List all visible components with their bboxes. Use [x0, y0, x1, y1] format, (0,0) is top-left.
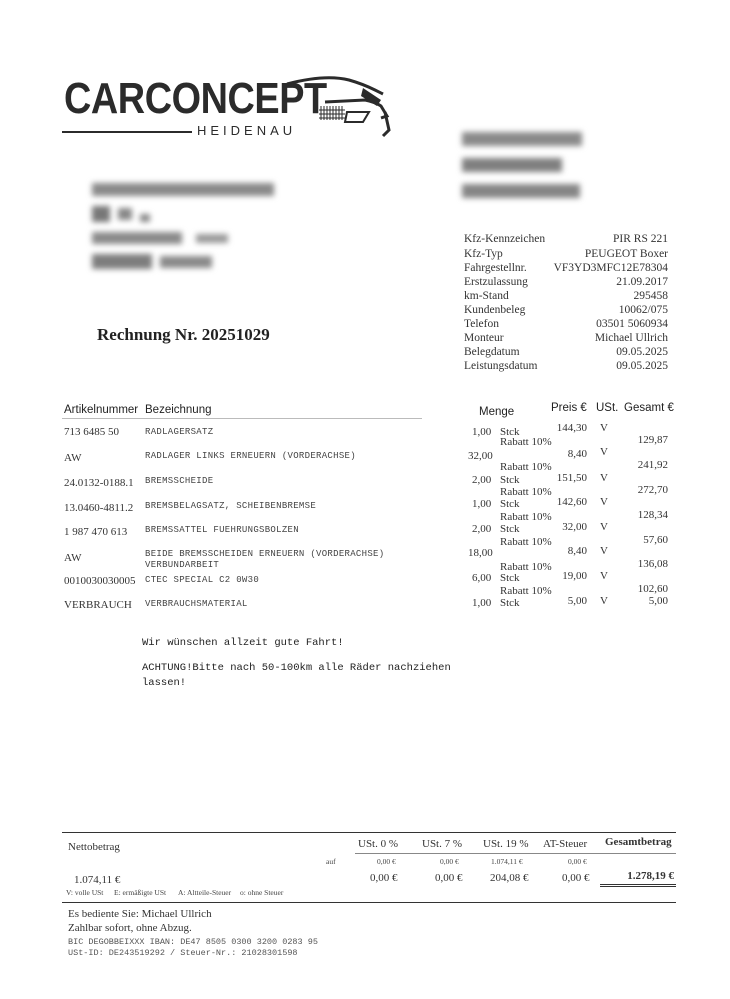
row-rabatt: Rabatt 10%	[500, 585, 552, 597]
row-gesamt: 5,00	[648, 595, 668, 607]
row-gesamt: 272,70	[637, 484, 668, 496]
row-artikel: VERBRAUCH	[64, 599, 132, 611]
netto-label: Nettobetrag	[68, 841, 120, 853]
row-rabatt: Rabatt 10%	[500, 511, 552, 523]
legend-ermaessigt: E: ermäßigte USt	[114, 888, 167, 897]
row-artikel: 1 987 470 613	[64, 526, 128, 538]
legend-altteile: A: Altteile-Steuer	[178, 888, 232, 897]
row-description: RADLAGER LINKS ERNEUERN (VORDERACHSE)	[145, 451, 356, 461]
at-steuer-header: AT-Steuer	[543, 838, 588, 850]
row-rabatt: Rabatt 10%	[500, 561, 552, 573]
row-description: CTEC SPECIAL C2 0W30	[145, 575, 260, 585]
tax-ust0: 0,00 €	[370, 872, 398, 884]
invoice-title: Rechnung Nr. 20251029	[97, 325, 270, 344]
car-logo-icon	[285, 72, 395, 142]
legend-volle: V: volle USt	[66, 888, 104, 897]
legend-ohne: o: ohne Steuer	[240, 888, 284, 897]
vehicle-label: Leistungsdatum	[464, 360, 538, 372]
vehicle-label: Belegdatum	[464, 346, 520, 358]
vehicle-value: 10062/075	[618, 304, 668, 316]
row-preis: 151,50	[556, 472, 587, 484]
row-ust: V	[600, 446, 608, 458]
row-description: BREMSSATTEL FUEHRUNGSBOLZEN	[145, 525, 299, 535]
row-description-2: VERBUNDARBEIT	[145, 560, 220, 570]
row-unit: Stck	[500, 474, 520, 486]
netto-value: 1.074,11 €	[74, 874, 121, 886]
row-unit: Stck	[500, 523, 520, 535]
row-ust: V	[600, 472, 608, 484]
row-artikel: 0010030030005	[64, 575, 136, 587]
vehicle-value: 03501 5060934	[596, 318, 668, 330]
vehicle-value: PIR RS 221	[613, 233, 668, 245]
row-menge: 32,00	[468, 450, 493, 462]
col-header-preis: Preis €	[551, 402, 587, 414]
auf-label: auf	[326, 857, 336, 866]
note-wish: Wir wünschen allzeit gute Fahrt!	[142, 637, 344, 649]
row-gesamt: 241,92	[637, 459, 668, 471]
row-ust: V	[600, 570, 608, 582]
vehicle-label: Kfz-Typ	[464, 248, 503, 260]
base-ust7: 0,00 €	[440, 857, 459, 866]
row-description: VERBRAUCHSMATERIAL	[145, 599, 248, 609]
row-ust: V	[600, 496, 608, 508]
base-at-steuer: 0,00 €	[568, 857, 587, 866]
row-description: BREMSBELAGSATZ, SCHEIBENBREMSE	[145, 501, 317, 511]
row-preis: 19,00	[562, 570, 587, 582]
company-logo-name: CARCONCEPT	[64, 74, 327, 123]
row-menge: 6,00	[472, 572, 492, 584]
logo-underline	[62, 131, 192, 133]
vehicle-label: km-Stand	[464, 290, 509, 302]
row-gesamt: 128,34	[637, 509, 668, 521]
row-artikel: 24.0132-0188.1	[64, 477, 134, 489]
row-menge: 2,00	[472, 474, 492, 486]
vehicle-value: 295458	[633, 290, 668, 302]
vehicle-label: Fahrgestellnr.	[464, 262, 527, 274]
vehicle-value: 21.09.2017	[616, 276, 668, 288]
row-description: RADLAGERSATZ	[145, 427, 214, 437]
row-unit: Stck	[500, 597, 520, 609]
row-preis: 142,60	[556, 496, 587, 508]
gesamtbetrag-header: Gesamtbetrag	[605, 836, 672, 848]
row-gesamt: 136,08	[637, 558, 668, 570]
served-by: Es bediente Sie: Michael Ullrich	[68, 908, 212, 920]
vehicle-value: VF3YD3MFC12E78304	[553, 262, 668, 274]
row-unit: Stck	[500, 498, 520, 510]
tax-at-steuer: 0,00 €	[562, 872, 590, 884]
row-menge: 18,00	[468, 547, 493, 559]
vehicle-value: PEUGEOT Boxer	[584, 248, 668, 260]
col-header-bezeichnung: Bezeichnung	[145, 404, 212, 416]
base-ust0: 0,00 €	[377, 857, 396, 866]
bank-details: BIC DEGOBBEIXXX IBAN: DE47 8505 0300 3200 0283 95	[68, 937, 318, 947]
note-warning: ACHTUNG!Bitte nach 50-100km alle Räder nachziehen	[142, 662, 451, 674]
col-header-artikel: Artikelnummer	[64, 404, 139, 416]
row-rabatt: Rabatt 10%	[500, 461, 552, 473]
row-ust: V	[600, 545, 608, 557]
ust7-header: USt. 7 %	[422, 838, 463, 850]
row-ust: V	[600, 422, 608, 434]
ust19-header: USt. 19 %	[483, 838, 529, 850]
row-ust: V	[600, 595, 608, 607]
row-unit: Stck	[500, 426, 520, 438]
gesamtbetrag-value: 1.278,19 €	[627, 870, 674, 882]
row-preis: 8,40	[567, 545, 587, 557]
row-menge: 1,00	[472, 597, 492, 609]
vehicle-label: Erstzulassung	[464, 276, 528, 288]
tax-ust7: 0,00 €	[435, 872, 463, 884]
row-preis: 5,00	[567, 595, 587, 607]
tax-ust19: 204,08 €	[490, 872, 529, 884]
vehicle-label: Kundenbeleg	[464, 304, 526, 316]
vehicle-value: 09.05.2025	[616, 346, 668, 358]
row-menge: 1,00	[472, 498, 492, 510]
row-artikel: AW	[64, 452, 82, 464]
payment-terms: Zahlbar sofort, ohne Abzug.	[68, 922, 192, 934]
row-ust: V	[600, 521, 608, 533]
row-preis: 8,40	[567, 448, 587, 460]
row-artikel: AW	[64, 552, 82, 564]
company-logo-subtitle: HEIDENAU	[197, 123, 297, 138]
row-artikel: 13.0460-4811.2	[64, 502, 134, 514]
row-menge: 2,00	[472, 523, 492, 535]
tax-ids: USt-ID: DE243519292 / Steuer-Nr.: 21028301598	[68, 948, 298, 958]
vehicle-value: Michael Ullrich	[594, 332, 668, 344]
col-header-menge: Menge	[479, 406, 515, 418]
base-ust19: 1.074,11 €	[491, 857, 523, 866]
row-menge: 1,00	[472, 426, 492, 438]
row-description: BREMSSCHEIDE	[145, 476, 214, 486]
row-artikel: 713 6485 50	[64, 426, 119, 438]
ust0-header: USt. 0 %	[358, 838, 399, 850]
row-rabatt: Rabatt 10%	[500, 536, 552, 548]
vehicle-value: 09.05.2025	[616, 360, 668, 372]
row-description: BEIDE BREMSSCHEIDEN ERNEUERN (VORDERACHSE)	[145, 549, 385, 559]
row-preis: 32,00	[562, 521, 587, 533]
row-gesamt: 57,60	[643, 534, 668, 546]
row-gesamt: 102,60	[637, 583, 668, 595]
vehicle-label: Kfz-Kennzeichen	[464, 233, 546, 245]
col-header-ust: USt.	[596, 402, 619, 414]
note-warning-cont: lassen!	[142, 677, 187, 689]
vehicle-label: Monteur	[464, 332, 504, 344]
row-rabatt: Rabatt 10%	[500, 486, 552, 498]
col-header-gesamt: Gesamt €	[624, 402, 674, 414]
vehicle-label: Telefon	[464, 318, 499, 330]
row-unit: Stck	[500, 572, 520, 584]
row-gesamt: 129,87	[637, 434, 668, 446]
row-preis: 144,30	[556, 422, 587, 434]
row-rabatt: Rabatt 10%	[500, 436, 552, 448]
